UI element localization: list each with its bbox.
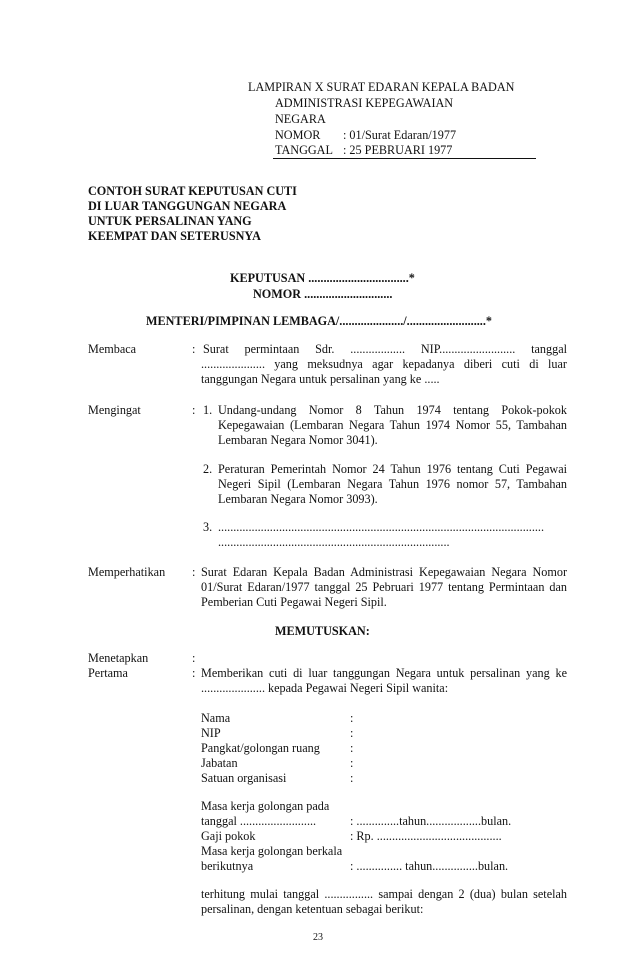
header-nomor-value: : 01/Surat Edaran/1977: [343, 128, 457, 142]
pertama-label: Pertama: [88, 666, 128, 680]
title-line-4: KEEMPAT DAN SETERUSNYA: [88, 229, 261, 243]
mengingat-item-3-line-2: ............................................................................: [218, 535, 450, 549]
gaji-pokok-value: : Rp. .........................................: [350, 829, 502, 843]
field-nip-label: NIP: [201, 726, 221, 740]
memperhatikan-label: Memperhatikan: [88, 565, 166, 579]
header-nomor-label: NOMOR: [275, 128, 321, 142]
pertama-text: Memberikan cuti di luar tanggungan Negara untuk persalinan yang ke ..................... kepada Pegawai Negeri Sipil wanita:: [201, 666, 567, 695]
keputusan-heading: KEPUTUSAN .................................*: [230, 271, 415, 285]
field-satuan-label: Satuan organisasi: [201, 771, 287, 785]
field-jabatan-label: Jabatan: [201, 756, 238, 770]
header-tanggal-label: TANGGAL: [275, 143, 333, 157]
berikutnya-label: berikutnya: [201, 859, 254, 873]
memperhatikan-colon: :: [192, 565, 196, 579]
field-jabatan-value: :: [350, 756, 354, 770]
header-line-2: ADMINISTRASI KEPEGAWAIAN: [275, 96, 454, 110]
header-tanggal-value: : 25 PEBRUARI 1977: [343, 143, 453, 157]
field-nama-value: :: [350, 711, 354, 725]
field-pangkat-value: :: [350, 741, 354, 755]
mengingat-item-3-num: 3.: [203, 520, 213, 534]
gaji-pokok-label: Gaji pokok: [201, 829, 256, 843]
field-satuan-value: :: [350, 771, 354, 785]
title-line-2: DI LUAR TANGGUNGAN NEGARA: [88, 199, 287, 213]
masa-kerja-label-1: Masa kerja golongan pada: [201, 799, 330, 813]
mengingat-item-2-num: 2.: [203, 462, 213, 476]
nomor-heading: NOMOR .............................: [253, 287, 393, 301]
membaca-text: Surat permintaan Sdr. .................. NIP......................... tanggal ..................... yang meksudnya agar kepadanya diberi cuti di luar tanggungan Negara untuk persalinan yang ke .....: [201, 342, 567, 386]
membaca-label: Membaca: [88, 342, 137, 356]
mengingat-label: Mengingat: [88, 403, 141, 417]
title-line-3: UNTUK PERSALINAN YANG: [88, 214, 252, 228]
memperhatikan-text: Surat Edaran Kepala Badan Administrasi Kepegawaian Negara Nomor 01/Surat Edaran/1977 tanggal 25 Pebruari 1977 tentang Permintaan dan Pemberian Cuti Pegawai Negeri Sipil.: [201, 565, 567, 609]
masa-kerja-berkala-label: Masa kerja golongan berkala: [201, 844, 343, 858]
field-pangkat-label: Pangkat/golongan ruang: [201, 741, 320, 755]
title-line-1: CONTOH SURAT KEPUTUSAN CUTI: [88, 184, 297, 198]
header-line-3: NEGARA: [275, 112, 326, 126]
masa-kerja-value-2: : ..............tahun..................bulan.: [350, 814, 512, 828]
mengingat-item-3-line-1: ...........................................................................................................: [218, 520, 545, 534]
mengingat-item-1-text: Undang-undang Nomor 8 Tahun 1974 tentang Pokok-pokok Kepegawaian (Lembaran Negara Tahun 1974 Nomor 55, Tambahan Lembaran Negara Nomor 3041).: [218, 403, 567, 447]
mengingat-item-1-num: 1.: [203, 403, 213, 417]
berikutnya-value: : ............... tahun...............bulan.: [350, 859, 509, 873]
menetapkan-colon: :: [192, 651, 196, 665]
mengingat-item-2-text: Peraturan Pemerintah Nomor 24 Tahun 1976 tentang Cuti Pegawai Negeri Sipil (Lembaran Negara Tahun 1976 nomor 57, Tambahan Lembaran Negara Nomor 3093).: [218, 462, 567, 506]
membaca-colon: :: [192, 342, 196, 356]
pertama-colon: :: [192, 666, 196, 680]
mengingat-colon: :: [192, 403, 196, 417]
menetapkan-label: Menetapkan: [88, 651, 149, 665]
field-nip-value: :: [350, 726, 354, 740]
page-number: 23: [313, 932, 323, 943]
menteri-heading: MENTERI/PIMPINAN LEMBAGA/...................../..........................*: [146, 314, 492, 328]
closing-text: terhitung mulai tanggal ................ sampai dengan 2 (dua) bulan setelah persalinan, dengan ketentuan sebagai berikut:: [201, 887, 567, 916]
header-line-1: LAMPIRAN X SURAT EDARAN KEPALA BADAN: [248, 80, 515, 94]
memutuskan-heading: MEMUTUSKAN:: [275, 624, 370, 638]
header-underline: [273, 158, 536, 159]
field-nama-label: Nama: [201, 711, 231, 725]
masa-kerja-label-2: tanggal .........................: [201, 814, 317, 828]
